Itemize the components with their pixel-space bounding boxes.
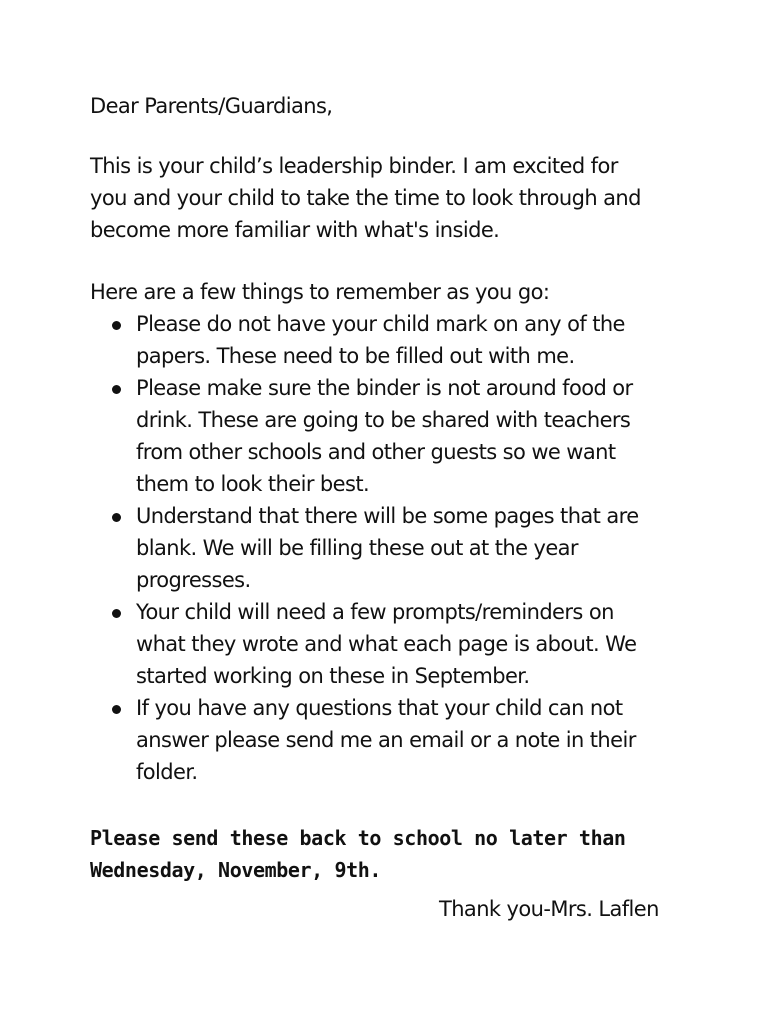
tip-line: Your child will need a few prompts/reminders on (136, 600, 614, 624)
tip-line: drink. These are going to be shared with teachers (136, 408, 631, 432)
intro-line: This is your child’s leadership binder. I am excited for (90, 154, 618, 178)
tip-line: Please make sure the binder is not around food or (136, 376, 633, 400)
tip-item (90, 596, 690, 692)
bullet-icon (112, 385, 121, 394)
tip-line: If you have any questions that your child can not (136, 696, 623, 720)
bullet-icon (112, 705, 121, 714)
tip-item (90, 692, 690, 788)
tip-line: from other schools and other guests so we want (136, 440, 616, 464)
tip-item (90, 308, 690, 372)
tip-line: Understand that there will be some pages that are (136, 504, 639, 528)
tip-line: folder. (136, 760, 198, 784)
tip-item (90, 500, 690, 596)
deadline-line: Please send these back to school no later than (90, 826, 626, 850)
intro-line: become more familiar with what's inside. (90, 218, 500, 242)
intro-paragraph (90, 150, 690, 246)
tip-line: started working on these in September. (136, 664, 530, 688)
tip-line: what they wrote and what each page is about. We (136, 632, 637, 656)
tip-line: blank. We will be filling these out at the year (136, 536, 578, 560)
deadline-line: Wednesday, November, 9th. (90, 858, 382, 882)
signature: Thank you-Mrs. Laflen (439, 897, 659, 921)
bullet-icon (112, 609, 121, 618)
tip-item (90, 372, 690, 500)
bullet-icon (112, 321, 121, 330)
tip-line: Please do not have your child mark on any of the (136, 312, 625, 336)
letter-body (90, 90, 690, 886)
tip-line: them to look their best. (136, 472, 370, 496)
tips-intro: Here are a few things to remember as you go: (90, 280, 550, 304)
intro-line: you and your child to take the time to look through and (90, 186, 641, 210)
tip-line: progresses. (136, 568, 251, 592)
greeting: Dear Parents/Guardians, (90, 94, 333, 118)
tip-line: papers. These need to be filled out with me. (136, 344, 575, 368)
deadline-notice (90, 822, 690, 886)
tips-list (90, 308, 690, 788)
tip-line: answer please send me an email or a note in their (136, 728, 636, 752)
bullet-icon (112, 513, 121, 522)
